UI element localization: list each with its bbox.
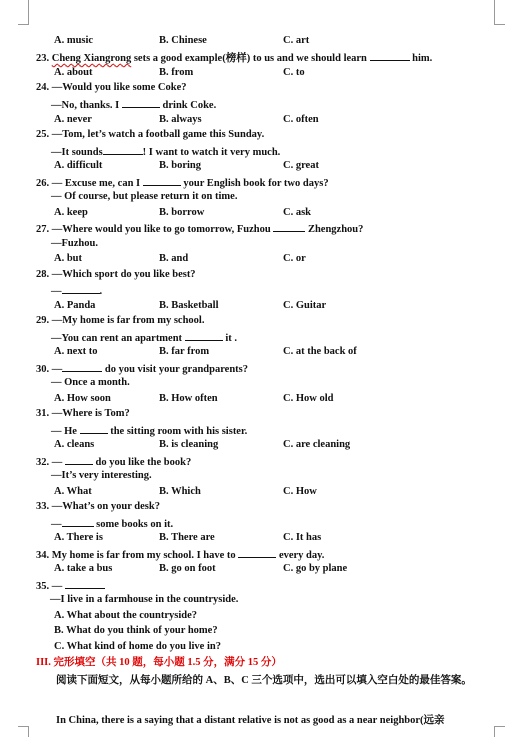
q26-option-a: A. keep: [54, 207, 88, 218]
q29-line2: [51, 330, 237, 346]
q24-line2: [51, 97, 216, 113]
q26-option-c: C. ask: [283, 207, 312, 218]
q23-text-post: ) to us and we should learn: [246, 53, 367, 64]
q32-option-a: A. What: [54, 486, 92, 497]
q35-option-c: C. What kind of home do you live in?: [54, 641, 221, 652]
q27-line1: [36, 221, 363, 237]
q27-line1-pre: 27. —Where would you like to go tomorrow, Fuzhou: [36, 224, 271, 235]
q29-option-b: B. far from: [159, 346, 210, 357]
q33-line2-post: some books on it.: [96, 519, 174, 530]
q28-line2: [51, 283, 102, 299]
crop-mark-top-right: [494, 0, 505, 25]
q24-option-b: B. always: [159, 114, 202, 125]
crop-mark-bottom-left: [18, 726, 29, 737]
q28-blank: [62, 283, 100, 294]
q33-line2: [51, 516, 173, 532]
q23-option-a: A. about: [54, 67, 93, 78]
q23-option-b: B. from: [159, 67, 194, 78]
q28-line2-end: .: [99, 286, 103, 297]
q27-option-c: C. or: [283, 253, 306, 264]
q25-blank: [103, 144, 143, 155]
q35-option-b: B. What do you think of your home?: [54, 625, 218, 636]
q24-line2-post: drink Coke.: [162, 100, 217, 111]
q34-option-a: A. take a bus: [54, 563, 113, 574]
q31-option-a: A. cleans: [54, 439, 95, 450]
q24-blank: [122, 97, 160, 108]
q26-line1-post: your English book for two days?: [183, 178, 329, 189]
q24-line1: 24. —Would you like some Coke?: [36, 82, 187, 93]
q33-option-a: A. There is: [54, 532, 103, 543]
q33-line2-dash: —: [51, 519, 62, 530]
q31-line2-post: the sitting room with his sister.: [110, 426, 248, 437]
q32-option-b: B. Which: [159, 486, 201, 497]
q34-blank: [238, 547, 276, 558]
section-3-instructions: 阅读下面短文，从每小题所给的 A、B、C 三个选项中，选出可以填入空白处的最佳答案。: [56, 675, 472, 686]
q29-option-c: C. at the back of: [283, 346, 357, 357]
q31-blank: [80, 423, 108, 434]
q30-option-c: C. How old: [283, 393, 334, 404]
q26-line1-pre: 26. — Excuse me, can I: [36, 178, 141, 189]
q32-line1-pre: 32. —: [36, 457, 63, 468]
q30-option-a: A. How soon: [54, 393, 111, 404]
q25-option-c: C. great: [283, 160, 319, 171]
q23-stem: [36, 50, 432, 66]
q23-option-c: C. to: [283, 67, 305, 78]
q29-blank: [185, 330, 223, 341]
q25-line1: 25. —Tom, let’s watch a football game this Sunday.: [36, 129, 265, 140]
q27-blank: [273, 221, 305, 232]
q34-option-c: C. go by plane: [283, 563, 348, 574]
q32-option-c: C. How: [283, 486, 317, 497]
q23-text-pre: sets a good example(: [133, 53, 226, 64]
q23-text-end: him.: [412, 53, 433, 64]
q28-option-a: A. Panda: [54, 300, 96, 311]
q30-line2: — Once a month.: [51, 377, 130, 388]
section-3-title: III. 完形填空（共 10 题，每小题 1.5 分，满分 15 分）: [36, 657, 282, 668]
q33-option-c: C. It has: [283, 532, 322, 543]
q27-option-a: A. but: [54, 253, 83, 264]
q25-option-b: B. boring: [159, 160, 202, 171]
q27-line2: —Fuzhou.: [51, 238, 98, 249]
q35-option-a: A. What about the countryside?: [54, 610, 198, 621]
q33-blank: [62, 516, 94, 527]
q34-option-b: B. go on foot: [159, 563, 216, 574]
q35-blank: [65, 578, 105, 589]
q31-option-c: C. are cleaning: [283, 439, 351, 450]
q22-option-b: B. Chinese: [159, 35, 207, 46]
q28-option-c: C. Guitar: [283, 300, 327, 311]
q27-option-b: B. and: [159, 253, 189, 264]
q35-line1: [36, 578, 105, 594]
passage-first-line: In China, there is a saying that a distant relative is not as good as a near neighbor(远亲: [56, 715, 445, 726]
q23-chinese: 榜样: [225, 53, 247, 64]
q26-option-b: B. borrow: [159, 207, 205, 218]
q34-line1: [36, 547, 324, 563]
q31-line1: 31. —Where is Tom?: [36, 408, 130, 419]
q25-option-a: A. difficult: [54, 160, 103, 171]
q24-option-a: A. never: [54, 114, 92, 125]
q25-line2: [51, 144, 280, 160]
q22-option-c: C. art: [283, 35, 310, 46]
q23-number: 23.: [36, 53, 50, 64]
q33-option-b: B. There are: [159, 532, 215, 543]
q30-line1: [36, 361, 248, 377]
q25-line2-post: ! I want to watch it very much.: [142, 147, 281, 158]
q29-line2-post: it .: [225, 333, 237, 344]
q25-line2-pre: —It sounds: [51, 147, 103, 158]
q29-line1: 29. —My home is far from my school.: [36, 315, 205, 326]
q34-line1-post: every day.: [278, 550, 325, 561]
q30-line1-post: do you visit your grandparents?: [104, 364, 249, 375]
q32-line1: [36, 454, 191, 470]
q31-line2-pre: — He: [51, 426, 77, 437]
q28-line1: 28. —Which sport do you like best?: [36, 269, 196, 280]
q29-line2-pre: —You can rent an apartment: [51, 333, 183, 344]
q35-line1-text: 35. —: [36, 581, 63, 592]
q34-line1-pre: 34. My home is far from my school. I have to: [36, 550, 236, 561]
q23-name: Cheng Xiangrong: [51, 53, 132, 64]
q35-line2: —I live in a farmhouse in the countryside.: [50, 594, 239, 605]
q32-line2: —It’s very interesting.: [51, 470, 152, 481]
q30-blank: [62, 361, 102, 372]
q24-option-c: C. often: [283, 114, 319, 125]
q30-line1-pre: 30. —: [36, 364, 63, 375]
q26-blank: [143, 175, 181, 186]
crop-mark-bottom-right: [494, 726, 505, 737]
crop-mark-top-left: [18, 0, 29, 25]
q31-line2: [51, 423, 247, 439]
q26-line2: — Of course, but please return it on time.: [51, 191, 238, 202]
q32-blank: [65, 454, 93, 465]
q29-option-a: A. next to: [54, 346, 98, 357]
q26-line1: [36, 175, 329, 191]
q22-option-a: A. music: [54, 35, 94, 46]
q28-line2-dash: —: [51, 286, 62, 297]
q33-line1: 33. —What’s on your desk?: [36, 501, 160, 512]
q24-line2-pre: —No, thanks. I: [51, 100, 120, 111]
q32-line1-post: do you like the book?: [95, 457, 192, 468]
q31-option-b: B. is cleaning: [159, 439, 219, 450]
q23-blank: [370, 50, 410, 61]
q27-line1-post: Zhengzhou?: [307, 224, 364, 235]
q30-option-b: B. How often: [159, 393, 218, 404]
q28-option-b: B. Basketball: [159, 300, 219, 311]
